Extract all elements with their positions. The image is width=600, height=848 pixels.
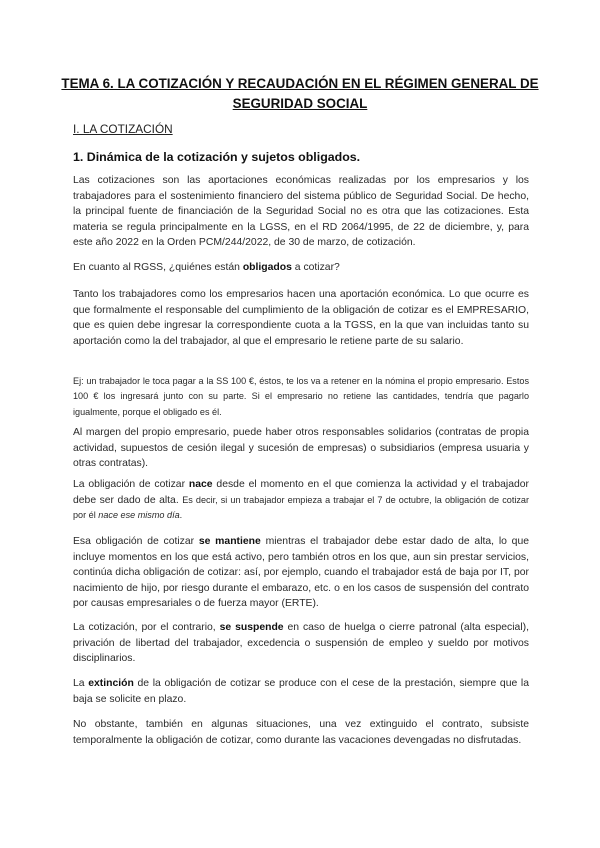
paragraph-8: La cotización, por el contrario, se suspende en caso de huelga o cierre patronal (alta especial), privación de libertad del trabajador, excedencia o suspensión de empleo y sueldo por motivos disciplinarios. [73, 622, 529, 665]
paragraph-6: La obligación de cotizar nace desde el momento en el que comienza la actividad y el trabajador debe ser dado de alta. Es decir, si un trabajador empieza a trabajar el 7 de octubre, la obligación de cotizar por él nace ese mismo día. [73, 479, 530, 521]
paragraph-5: Al margen del propio empresario, puede haber otros responsables solidarios (contratas de propia actividad, supuestos de cesión ilegal y sucesión de empresas) o subsidiarios (empresa usuaria y otras contratas). [73, 427, 529, 470]
paragraph-9: La extinción de la obligación de cotizar se produce con el cese de la prestación, siempre que la baja se solicite en plazo. [73, 678, 530, 705]
section-heading: I. LA COTIZACIÓN [73, 122, 173, 136]
paragraph-3: Tanto los trabajadores como los empresarios hacen una aportación económica. Lo que ocurre es que formalmente el responsable del cumplimiento de la obligación de cotizar es el EMPRESARIO, que es quien debe ingresar la correspondiente cuota a la TGSS, en la que van incluidas tanto su aportación como la del trabajador, al que el empresario le retiene parte de su salario. [73, 289, 529, 347]
subsection-heading: 1. Dinámica de la cotización y sujetos obligados. [73, 150, 361, 164]
paragraph-7: Esa obligación de cotizar se mantiene mientras el trabajador debe estar dado de alta, lo que incluye momentos en los que está activo, pero también otros en los que, aun sin prestar servicios, continúa dicha obligación de cotizar: así, por ejemplo, cuando el trabajador está de baja por IT, por nacimiento de hijo, por riesgo durante el embarazo, etc. o en los casos de suspensión del contrato por causas empresariales o de fuerza mayor (ERTE). [73, 536, 529, 610]
paragraph-1: Las cotizaciones son las aportaciones económicas realizadas por los empresarios y los trabajadores para el sostenimiento financiero del sistema público de Seguridad Social. De hecho, la principal fuente de financiación de la Seguridad Social no es otra que las cotizaciones. Esta materia se regula principalmente en la LGSS, en el RD 2064/1995, de 22 de diciembre, y, para este año 2022 en la Orden PCM/244/2022, de 30 de marzo, de cotización. [73, 175, 529, 249]
paragraph-10: No obstante, también en algunas situaciones, una vez extinguido el contrato, subsiste temporalmente la obligación de cotizar, como durante las vacaciones devengadas no disfrutadas. [73, 719, 529, 746]
document-title: TEMA 6. LA COTIZACIÓN Y RECAUDACIÓN EN EL RÉGIMEN GENERAL DE SEGURIDAD SOCIAL [61, 76, 539, 111]
paragraph-4-example: Ej: un trabajador le toca pagar a la SS 100 €, éstos, te los va a retener en la nómina el propio empresario. Estos 100 € los ingresará junto con su parte. Si el empresario no retiene las cantidades, tendría que pagarlo igualmente, porque el obligado es él. [73, 376, 529, 417]
paragraph-2: En cuanto al RGSS, ¿quiénes están obligados a cotizar? [73, 262, 340, 273]
